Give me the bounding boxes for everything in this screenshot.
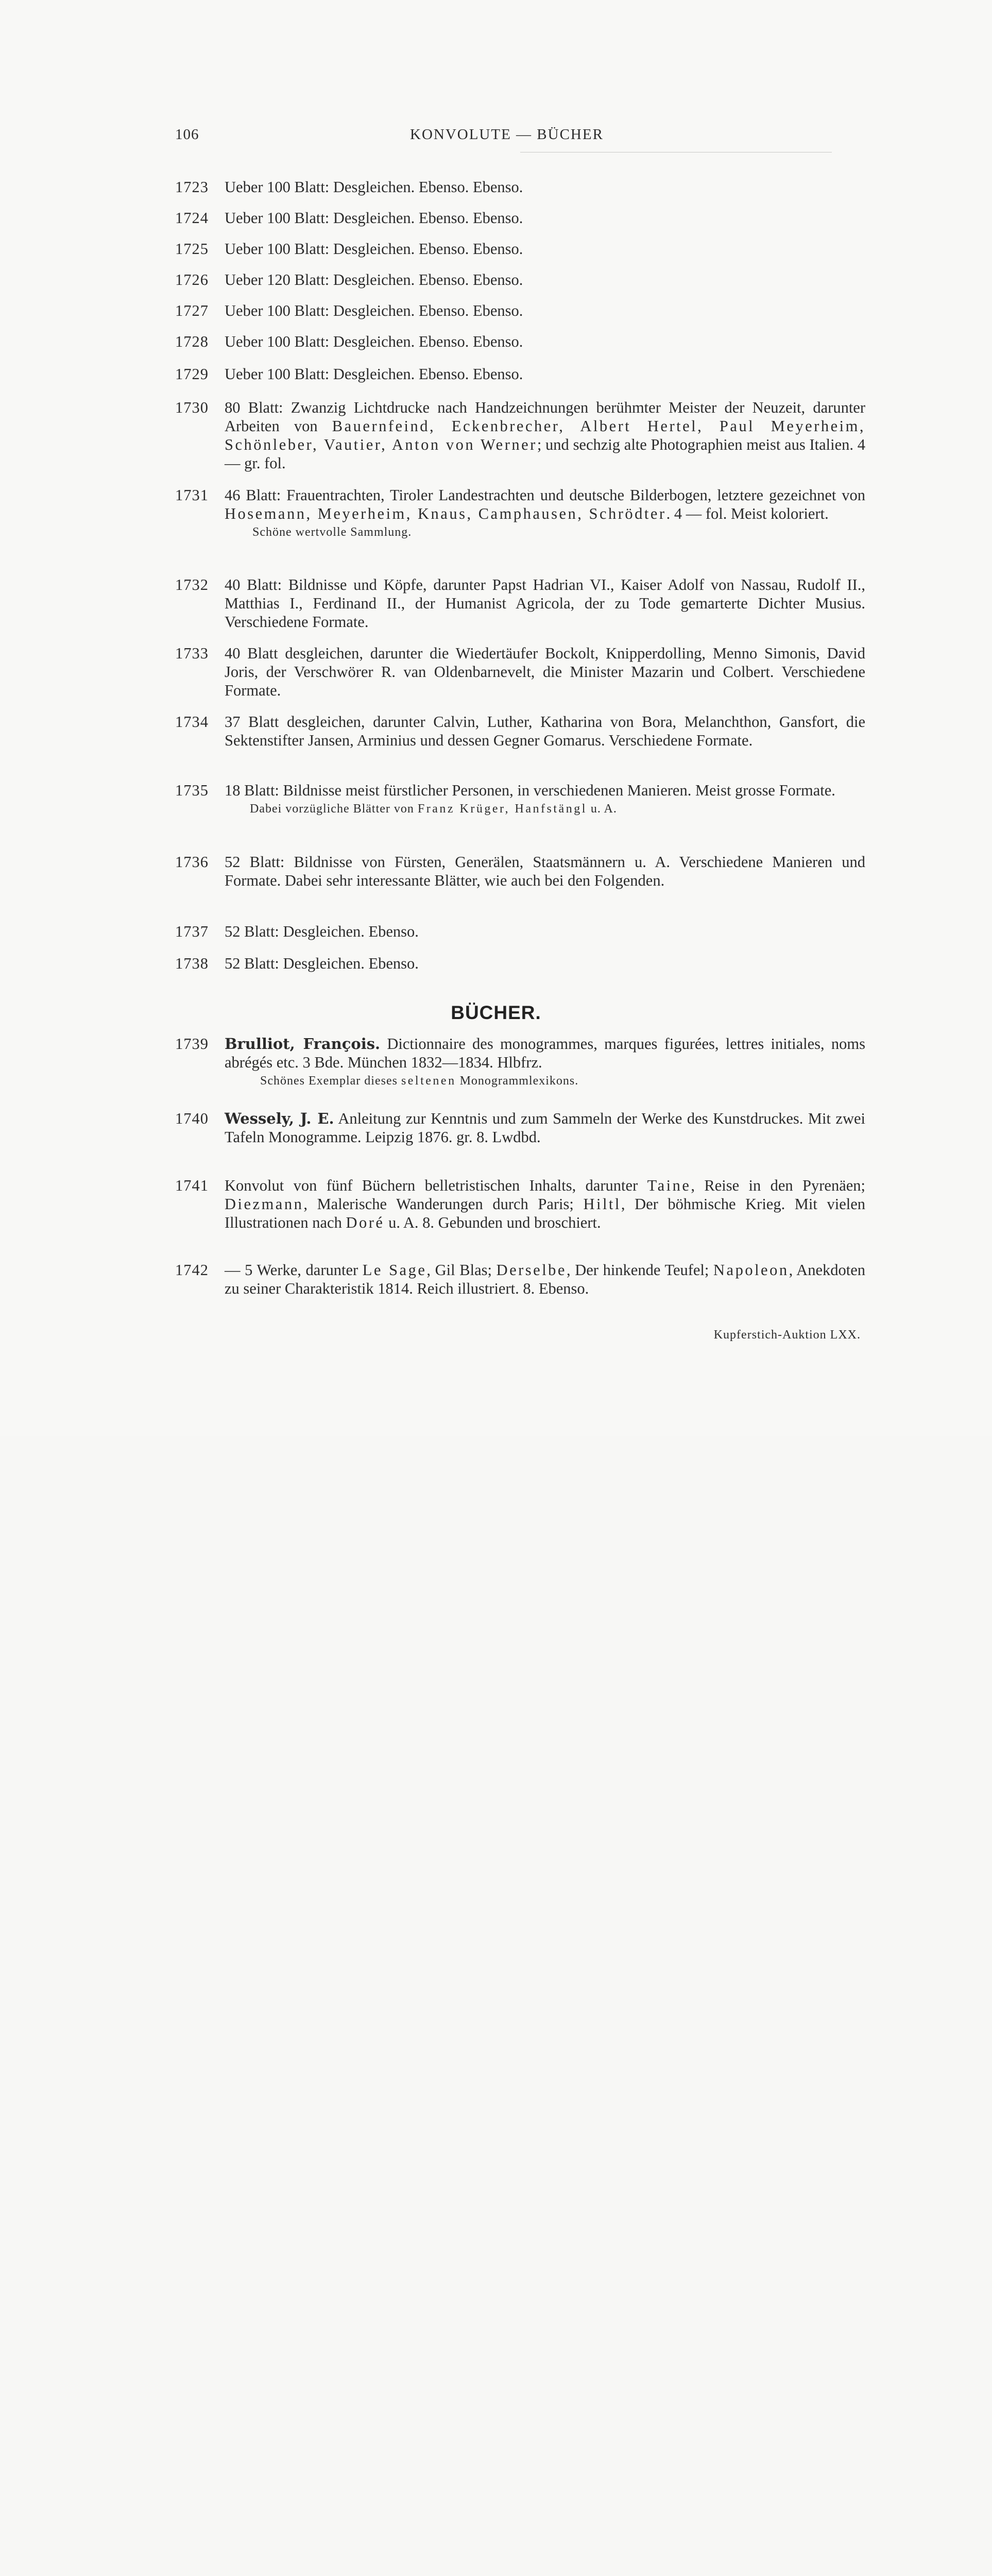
lot-number: 1723 (175, 178, 209, 196)
lot-text: Ueber 120 Blatt: Desgleichen. Ebenso. Ebenso. (225, 271, 523, 289)
lot-entry (175, 301, 865, 320)
lot-text: Ueber 100 Blatt: Desgleichen. Ebenso. Ebenso. (225, 302, 523, 319)
section-title: BÜCHER. (451, 1002, 541, 1023)
lot-text: 40 Blatt desgleichen, darunter die Wiedertäufer Bockolt, Knipperdolling, Menno Simonis, David Joris, der Verschwörer R. van Oldenbarnevelt, die Minister Mazarin und Colbert. Verschiedene Formate. (225, 645, 865, 699)
running-head: KONVOLUTE — BÜCHER (410, 126, 604, 143)
lot-entry (175, 575, 865, 631)
lot-text: Ueber 100 Blatt: Desgleichen. Ebenso. Ebenso. (225, 240, 523, 258)
lot-number: 1737 (175, 923, 209, 940)
lot-entry (175, 365, 865, 383)
lot-number: 1740 (175, 1110, 209, 1127)
lot-text: Ueber 100 Blatt: Desgleichen. Ebenso. Ebenso. (225, 333, 523, 350)
lot-number: 1725 (175, 240, 209, 258)
lot-number: 1732 (175, 576, 209, 594)
lot-number: 1734 (175, 713, 209, 731)
lot-text: 52 Blatt: Desgleichen. Ebenso. (225, 923, 419, 940)
lot-entry (175, 486, 865, 540)
lot-entry (175, 781, 865, 817)
lot-entry (175, 954, 865, 973)
lot-number: 1727 (175, 302, 209, 319)
artist-names: Hosemann, Meyerheim, Knaus, Camphausen, Schrödter (225, 505, 666, 522)
lot-entry (175, 209, 865, 227)
lot-number: 1724 (175, 209, 209, 227)
lot-number: 1730 (175, 399, 209, 416)
digitization-footer (0, 1436, 992, 1506)
book-entry (175, 1176, 865, 1232)
lot-number: 1739 (175, 1035, 209, 1053)
book-author: Wessely, J. E. (225, 1110, 334, 1127)
artist-names: Bauernfeind, Eckenbrecher, Albert Hertel, Paul Meyerheim, Schönleber, Vautier, Anton von Werner (225, 417, 865, 453)
lot-text: 18 Blatt: Bildnisse meist fürstlicher Personen, in verschiedenen Manieren. Meist grosse Formate. (225, 782, 835, 799)
lot-text: 40 Blatt: Bildnisse und Köpfe, darunter Papst Hadrian VI., Kaiser Adolf von Nassau, Rudolf II., Matthias I., Ferdinand II., der Humanist Agricola, der zu Tode gemarterte Dichter Musius. Verschiedene Formate. (225, 576, 865, 631)
book-text: Konvolut von fünf Büchern belletristischen Inhalts, darunter Taine, Reise in den Pyrenäen; Diezmann, Malerische Wanderungen durch Paris; Hiltl, Der böhmische Krieg. Mit vielen Illustrationen nach Doré u. A. 8. Gebunden und broschiert. (225, 1177, 865, 1231)
lot-entry (175, 178, 865, 196)
lot-entry (175, 713, 865, 750)
book-entry (175, 1035, 865, 1089)
lot-number: 1735 (175, 782, 209, 799)
lot-entry (175, 270, 865, 289)
lot-text: 52 Blatt: Bildnisse von Fürsten, Generälen, Staatsmännern u. A. Verschiedene Manieren und Formate. Dabei sehr interessante Blätter, wie auch bei den Folgenden. (225, 853, 865, 889)
lot-text: 46 Blatt: Frauentrachten, Tiroler Landestrachten und deutsche Bilderbogen, letztere gezeichnet von Hosemann, Meyerheim, Knaus, Camphausen, Schrödter. 4 — fol. Meist koloriert. (225, 486, 865, 522)
lot-entry (175, 240, 865, 258)
book-entry (175, 1109, 865, 1146)
book-entry (175, 1261, 865, 1298)
catalogue-signature: Kupferstich-Auktion LXX. (713, 1328, 861, 1342)
book-text: — 5 Werke, darunter Le Sage, Gil Blas; Derselbe, Der hinkende Teufel; Napoleon, Anekdoten zu seiner Charakteristik 1814. Reich illustriert. 8. Ebenso. (225, 1261, 865, 1297)
lot-text: Ueber 100 Blatt: Desgleichen. Ebenso. Ebenso. (225, 178, 523, 196)
lot-text: 52 Blatt: Desgleichen. Ebenso. (225, 955, 419, 972)
lot-number: 1726 (175, 271, 209, 289)
lot-entry (175, 853, 865, 890)
page-header (0, 126, 992, 149)
lot-number: 1742 (175, 1261, 209, 1279)
lot-text: Ueber 100 Blatt: Desgleichen. Ebenso. Ebenso. (225, 209, 523, 227)
lot-number: 1738 (175, 955, 209, 972)
lot-number: 1741 (175, 1177, 209, 1194)
lot-number: 1736 (175, 853, 209, 871)
lot-text: 80 Blatt: Zwanzig Lichtdrucke nach Handzeichnungen berühmter Meister der Neuzeit, darunter Arbeiten von Bauernfeind, Eckenbrecher, Albert Hertel, Paul Meyerheim, Schönleber, Vautier, Anton von Werner; und sechzig alte Photographien meist aus Italien. 4 — gr. fol. (225, 399, 865, 472)
book-text: Brulliot, François. Dictionnaire des monogrammes, marques figurées, lettres initiales, noms abrégés etc. 3 Bde. München 1832—1834. Hlbfrz. (225, 1035, 865, 1071)
lot-entry (175, 922, 865, 941)
lot-text: Ueber 100 Blatt: Desgleichen. Ebenso. Ebenso. (225, 365, 523, 383)
lot-number: 1733 (175, 645, 209, 662)
page-number: 106 (175, 126, 199, 143)
lot-note: Dabei vorzügliche Blätter von Franz Krüger, Hanfstängl u. A. (250, 802, 617, 816)
lot-entry (175, 644, 865, 700)
lot-number: 1731 (175, 486, 209, 504)
book-note: Schönes Exemplar dieses seltenen Monogrammlexikons. (260, 1074, 579, 1088)
lot-number: 1729 (175, 365, 209, 383)
lot-entry (175, 398, 865, 472)
book-author: Brulliot, François. (225, 1035, 381, 1053)
lot-text: 37 Blatt desgleichen, darunter Calvin, Luther, Katharina von Bora, Melanchthon, Gansfort, die Sektenstifter Jansen, Arminius und dessen Gegner Gomarus. Verschiedene Formate. (225, 713, 865, 749)
lot-note: Schöne wertvolle Sammlung. (252, 526, 412, 539)
lot-number: 1728 (175, 333, 209, 350)
lot-entry (175, 332, 865, 351)
book-text: Wessely, J. E. Anleitung zur Kenntnis und zum Sammeln der Werke des Kunstdruckes. Mit zwei Tafeln Monogramme. Leipzig 1876. gr. 8. Lwdbd. (225, 1110, 865, 1146)
